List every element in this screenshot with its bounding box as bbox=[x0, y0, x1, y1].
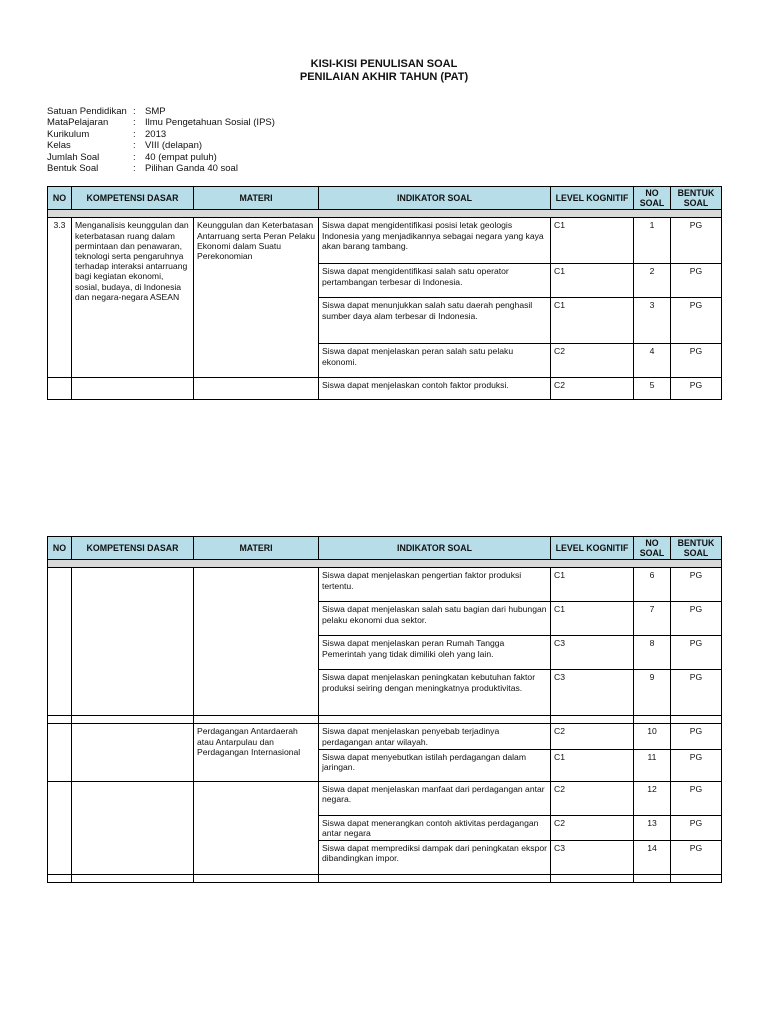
empty-cell bbox=[671, 716, 722, 724]
bentuk-cell: PG bbox=[671, 749, 722, 781]
indikator-cell: Siswa dapat menjelaskan penyebab terjadinya perdagangan antar wilayah. bbox=[319, 724, 551, 749]
info-value: 40 (empat puluh) bbox=[145, 151, 217, 163]
info-row bbox=[47, 152, 275, 163]
bentuk-cell: PG bbox=[671, 568, 722, 602]
table-row bbox=[48, 724, 722, 749]
level-cell: C2 bbox=[551, 815, 634, 840]
bentuk-cell: PG bbox=[671, 298, 722, 344]
nosoal-cell: 2 bbox=[634, 264, 671, 298]
nosoal-cell: 8 bbox=[634, 636, 671, 670]
table-header-row bbox=[48, 187, 722, 210]
table-row bbox=[48, 378, 722, 400]
table-row bbox=[48, 781, 722, 815]
empty-cell bbox=[194, 781, 319, 874]
table-header-row bbox=[48, 537, 722, 560]
nosoal-cell: 10 bbox=[634, 724, 671, 749]
blank-row bbox=[48, 716, 722, 724]
header-bentuk: BENTUK SOAL bbox=[671, 187, 722, 210]
nosoal-cell: 1 bbox=[634, 218, 671, 264]
indikator-cell: Siswa dapat menjelaskan manfaat dari perdagangan antar negara. bbox=[319, 781, 551, 815]
info-colon: : bbox=[133, 140, 136, 152]
empty-cell bbox=[72, 568, 194, 716]
blank-row bbox=[48, 875, 722, 883]
indikator-cell: Siswa dapat menyebutkan istilah perdagangan dalam jaringan. bbox=[319, 749, 551, 781]
empty-cell bbox=[634, 716, 671, 724]
info-colon: : bbox=[133, 151, 136, 163]
level-cell: C3 bbox=[551, 841, 634, 875]
info-block bbox=[47, 106, 275, 174]
bentuk-cell: PG bbox=[671, 344, 722, 378]
nosoal-cell: 14 bbox=[634, 841, 671, 875]
empty-cell bbox=[551, 716, 634, 724]
empty-cell bbox=[48, 716, 72, 724]
kd-text: Menganalisis keunggulan dan keterbatasan ruang dalam permintaan dan penawaran, teknologi serta pengaruhnya terhadap interaksi antarruang bagi kegiatan ekonomi, sosial, budaya, di Indonesia dan negara-negara ASEAN bbox=[72, 218, 194, 378]
empty-cell bbox=[72, 724, 194, 781]
info-key: Kelas bbox=[47, 140, 71, 152]
kisi-table-2 bbox=[47, 536, 722, 883]
info-value: VIII (delapan) bbox=[145, 140, 203, 152]
empty-cell bbox=[48, 781, 72, 874]
empty-cell bbox=[671, 875, 722, 883]
empty-cell bbox=[48, 875, 72, 883]
header-bentuk: BENTUK SOAL bbox=[671, 537, 722, 560]
level-cell: C1 bbox=[551, 298, 634, 344]
bentuk-cell: PG bbox=[671, 815, 722, 840]
info-colon: : bbox=[133, 106, 136, 117]
bentuk-cell: PG bbox=[671, 670, 722, 716]
info-colon: : bbox=[133, 128, 136, 140]
materi-text: Perdagangan Antardaerah atau Antarpulau dan Perdagangan Internasional bbox=[194, 724, 319, 781]
nosoal-cell: 9 bbox=[634, 670, 671, 716]
level-cell: C3 bbox=[551, 670, 634, 716]
header-nosoal: NO SOAL bbox=[634, 537, 671, 560]
doc-title-line1: KISI-KISI PENULISAN SOAL bbox=[310, 58, 458, 70]
header-no: NO bbox=[48, 187, 72, 210]
nosoal-cell: 4 bbox=[634, 344, 671, 378]
empty-cell bbox=[72, 875, 194, 883]
kisi-table-1 bbox=[47, 186, 722, 400]
header-kd: KOMPETENSI DASAR bbox=[72, 187, 194, 210]
level-cell: C1 bbox=[551, 568, 634, 602]
empty-cell bbox=[72, 378, 194, 400]
table-row bbox=[48, 568, 722, 602]
bentuk-cell: PG bbox=[671, 218, 722, 264]
bentuk-cell: PG bbox=[671, 841, 722, 875]
separator-cell bbox=[48, 560, 722, 568]
header-materi: MATERI bbox=[194, 537, 319, 560]
nosoal-cell: 11 bbox=[634, 749, 671, 781]
kd-number: 3.3 bbox=[48, 218, 72, 378]
info-row bbox=[47, 140, 275, 151]
empty-cell bbox=[319, 875, 551, 883]
empty-cell bbox=[72, 716, 194, 724]
bentuk-cell: PG bbox=[671, 636, 722, 670]
empty-cell bbox=[48, 378, 72, 400]
info-value: Ilmu Pengetahuan Sosial (IPS) bbox=[145, 117, 275, 129]
level-cell: C2 bbox=[551, 724, 634, 749]
indikator-cell: Siswa dapat memprediksi dampak dari peningkatan ekspor dibandingkan impor. bbox=[319, 841, 551, 875]
empty-cell bbox=[48, 568, 72, 716]
info-colon: : bbox=[133, 117, 136, 129]
info-row bbox=[47, 117, 275, 128]
info-row bbox=[47, 163, 275, 174]
level-cell: C1 bbox=[551, 264, 634, 298]
bentuk-cell: PG bbox=[671, 724, 722, 749]
nosoal-cell: 5 bbox=[634, 378, 671, 400]
info-key: MataPelajaran bbox=[47, 117, 109, 129]
nosoal-cell: 6 bbox=[634, 568, 671, 602]
level-cell: C2 bbox=[551, 378, 634, 400]
nosoal-cell: 12 bbox=[634, 781, 671, 815]
header-level: LEVEL KOGNITIF bbox=[551, 187, 634, 210]
empty-cell bbox=[194, 378, 319, 400]
nosoal-cell: 7 bbox=[634, 602, 671, 636]
header-kd: KOMPETENSI DASAR bbox=[72, 537, 194, 560]
indikator-cell: Siswa dapat menjelaskan peningkatan kebutuhan faktor produksi seiring dengan meningkatnya produktivitas. bbox=[319, 670, 551, 716]
level-cell: C1 bbox=[551, 749, 634, 781]
empty-cell bbox=[319, 716, 551, 724]
info-row bbox=[47, 106, 275, 117]
indikator-cell: Siswa dapat mengidentifikasi posisi letak geologis Indonesia yang menjadikannya sebagai negara yang kaya akan barang tambang. bbox=[319, 218, 551, 264]
empty-cell bbox=[72, 781, 194, 874]
materi-text: Keunggulan dan Keterbatasan Antarruang serta Peran Pelaku Ekonomi dalam Suatu Perekonomian bbox=[194, 218, 319, 378]
level-cell: C2 bbox=[551, 781, 634, 815]
bentuk-cell: PG bbox=[671, 378, 722, 400]
info-value: 2013 bbox=[145, 128, 167, 140]
bentuk-cell: PG bbox=[671, 781, 722, 815]
separator-row bbox=[48, 210, 722, 218]
indikator-cell: Siswa dapat menjelaskan salah satu bagian dari hubungan pelaku ekonomi dua sektor. bbox=[319, 602, 551, 636]
empty-cell bbox=[48, 724, 72, 781]
empty-cell bbox=[194, 568, 319, 716]
table-row bbox=[48, 218, 722, 264]
header-indikator: INDIKATOR SOAL bbox=[319, 537, 551, 560]
indikator-cell: Siswa dapat menjelaskan peran salah satu pelaku ekonomi. bbox=[319, 344, 551, 378]
doc-title-line2: PENILAIAN AKHIR TAHUN (PAT) bbox=[299, 71, 469, 83]
header-indikator: INDIKATOR SOAL bbox=[319, 187, 551, 210]
info-value: SMP bbox=[145, 106, 166, 117]
empty-cell bbox=[634, 875, 671, 883]
level-cell: C1 bbox=[551, 602, 634, 636]
nosoal-cell: 3 bbox=[634, 298, 671, 344]
bentuk-cell: PG bbox=[671, 602, 722, 636]
indikator-cell: Siswa dapat menjelaskan peran Rumah Tangga Pemerintah yang tidak dimiliki oleh yang lain. bbox=[319, 636, 551, 670]
level-cell: C3 bbox=[551, 636, 634, 670]
indikator-cell: Siswa dapat menunjukkan salah satu daerah penghasil sumber daya alam terbesar di Indonesia. bbox=[319, 298, 551, 344]
nosoal-cell: 13 bbox=[634, 815, 671, 840]
info-colon: : bbox=[133, 163, 136, 175]
empty-cell bbox=[194, 716, 319, 724]
info-row bbox=[47, 129, 275, 140]
info-key: Satuan Pendidikan bbox=[47, 106, 127, 117]
info-key: Jumlah Soal bbox=[47, 151, 100, 163]
indikator-cell: Siswa dapat menjelaskan contoh faktor produksi. bbox=[319, 378, 551, 400]
separator-row bbox=[48, 560, 722, 568]
empty-cell bbox=[551, 875, 634, 883]
header-no: NO bbox=[48, 537, 72, 560]
indikator-cell: Siswa dapat menerangkan contoh aktivitas perdagangan antar negara bbox=[319, 815, 551, 840]
info-value: Pilihan Ganda 40 soal bbox=[145, 163, 238, 175]
level-cell: C1 bbox=[551, 218, 634, 264]
indikator-cell: Siswa dapat mengidentifikasi salah satu operator pertambangan terbesar di Indonesia. bbox=[319, 264, 551, 298]
empty-cell bbox=[194, 875, 319, 883]
header-materi: MATERI bbox=[194, 187, 319, 210]
info-key: Bentuk Soal bbox=[47, 163, 99, 175]
info-key: Kurikulum bbox=[47, 128, 90, 140]
bentuk-cell: PG bbox=[671, 264, 722, 298]
separator-cell bbox=[48, 210, 722, 218]
header-level: LEVEL KOGNITIF bbox=[551, 537, 634, 560]
indikator-cell: Siswa dapat menjelaskan pengertian faktor produksi tertentu. bbox=[319, 568, 551, 602]
header-nosoal: NO SOAL bbox=[634, 187, 671, 210]
level-cell: C2 bbox=[551, 344, 634, 378]
